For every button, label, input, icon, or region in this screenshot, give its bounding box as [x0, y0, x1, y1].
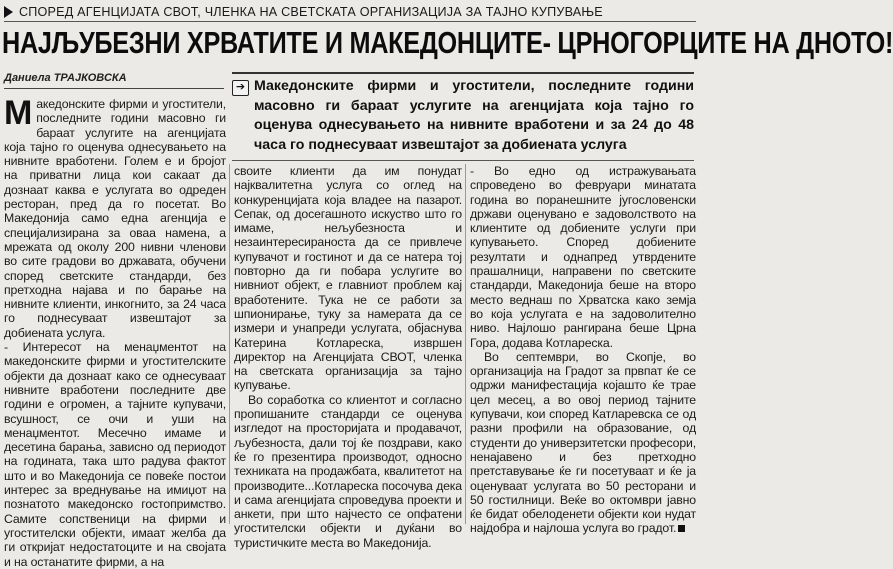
paragraph [4, 94, 226, 340]
article-column-1 [4, 94, 226, 569]
deck-summary [232, 72, 694, 161]
drop-cap: М [4, 94, 33, 132]
paragraph: Во соработка со клиентот и согласно пропишаните стандарди се оценува изгледот на просторијата и продавачот, љубезноста, дали тој ќе поздрави, како ќе го презентира производот, односно техниката на продажбата, квалитетот на производите...Котлареска посочува дека и сама агенцијата спроведува проекти и анкети, при што најчесто се опфатени угостителски објекти и дуќани во туристичките места во Македонија. [234, 392, 462, 550]
article-column-2 [234, 164, 462, 550]
end-of-article-icon [678, 525, 685, 532]
paragraph: своите клиенти да им понудат најквалитетна услуга со оглед на конкуренцијата која владее на пазарот. Сепак, од досегашното искуство што го имаме, нељубезноста и незаинтересираноста да се привлече купувачот и гостинот и да се натера тој повторно да ги побара услугите во нивниот објект, е главниот проблем кај вработените. Тука не се работи за шпионирање, туку за намерата да се измери и унапреди услугата, објаснува Катерина Котлареска, извршен директор на Агенцијата СВОТ, членка на светската организација за тајно купување. [234, 164, 462, 393]
paragraph-text: акедонските фирми и угостители, последните години масовно ги бараат услугите на агенцијата која тајно го оценува однесувањето на нивните вработени. Голем е и бројот на приватни лица кои сакаат да дознаат каква е услугата во одреден ресторан, пред да го посетат. Во Македонија само една агенција е специјализирана за оваа намена, а мрежата од околу 200 нивни членови во сите градови во државата, обучени според светските стандарди, без претходна најава и по барање на нивните клиенти, инкогнито, за 24 часа го поднесуваат извештајот за добиената услуга. [4, 97, 226, 340]
byline: Даниела ТРАЈКОВСКА [4, 72, 224, 89]
paragraph [470, 350, 696, 536]
triangle-marker-icon [4, 6, 13, 18]
column-divider [229, 164, 230, 524]
arrow-right-icon: ➔ [232, 80, 249, 96]
paragraph: - Интересот на менаџментот на македонските фирми и угостителските објекти да дознаат како се однесуваат нивните вработени последните две години е огромен, а тајните купувачи, всушност, се очи и уши на менаџментот. Месечно имаме и десетина барања, зависно од периодот на годината, така што радува фактот што и во Македонија се повеќе постои интерес за вреднување на имиџот на познатото македонско гостопримство. Самите сопственици на фирми и угостителски објекти, имаат желба да ги откријат недостатоците и на својата и на останатите фирми, а на [4, 340, 226, 569]
headline: НАЈЉУБЕЗНИ ХРВАТИТЕ И МАКЕДОНЦИТЕ- ЦРНОГОРЦИТЕ НА ДНОТО! [2, 26, 893, 60]
deck-text: Македонските фирми и угостители, последните години масовно ги бараат услугите на агенцијата која тајно го оценува однесувањето на нивните вработени и за 24 до 48 часа го поднесуваат извештајот за добиената услуга [254, 78, 694, 153]
kicker-bar [4, 3, 696, 22]
paragraph: - Во едно од истражувањата спроведено во февруари минатата година во поранешните југословенски држави оценувано е задоволството на клиентите од добиените услуги при купувањето. Според добиените резултати и однапред утврдените прашалници, направени по светските стандарди, Македонија беше на второ место веднаш по Хрватска како земја во која услугата е на задоволително ниво. Најлошо рангирана беше Црна Гора, додава Котлареска. [470, 164, 696, 350]
column-divider [465, 164, 466, 524]
kicker-text: СПОРЕД АГЕНЦИЈАТА СВОТ, ЧЛЕНКА НА СВЕТСКАТА ОРГАНИЗАЦИЈА ЗА ТАЈНО КУПУВАЊЕ [19, 5, 603, 19]
paragraph-text: Во септември, во Скопје, во организација на Градот за првпат ќе се одржи манифестација којашто ќе трае цел месец, а во овој период тајните купувачи, кои според Катларевска се од разни профили на образование, од студенти до универзитетски професори, ненајавено и без претходно претставување ќе ги посетуваат и ќе ја оценуваат услугата во 50 ресторани и 50 гостилници. Веќе во октомври јавно ќе бидат обелоденети објекти кои нудат најдобра и најлоша услуга во градот. [470, 349, 696, 536]
article-column-3 [470, 164, 696, 536]
